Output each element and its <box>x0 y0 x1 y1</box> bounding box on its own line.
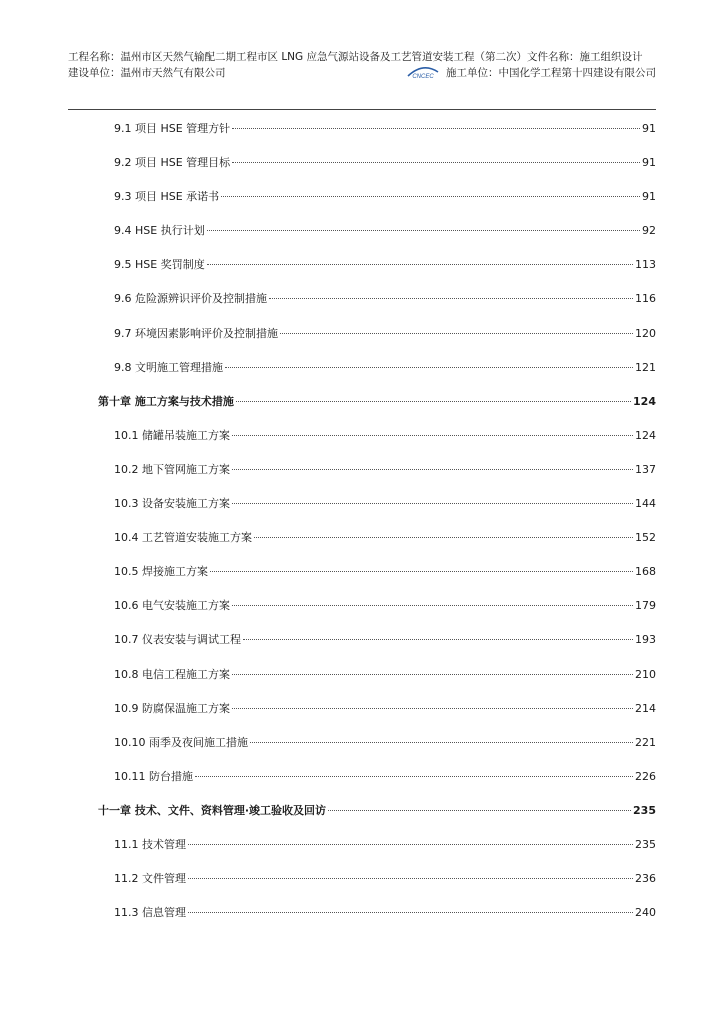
toc-dot-leader <box>232 469 633 470</box>
toc-page-number: 235 <box>635 837 656 851</box>
toc-entry-label: 10.2 地下管网施工方案 <box>114 462 230 476</box>
toc-page-number: 120 <box>635 326 656 340</box>
header-units-row <box>68 66 656 94</box>
toc-entry[interactable] <box>98 767 656 801</box>
toc-page-number: 92 <box>642 224 656 238</box>
toc-dot-leader <box>232 503 633 504</box>
toc-dot-leader <box>210 571 633 572</box>
toc-dot-leader <box>269 298 633 299</box>
toc-page-number: 124 <box>635 428 656 442</box>
toc-entry[interactable] <box>98 460 656 494</box>
toc-dot-leader <box>207 230 640 231</box>
toc-entry-label: 11.1 技术管理 <box>114 837 186 851</box>
toc-page-number: 116 <box>635 292 656 306</box>
page-header <box>68 50 656 94</box>
toc-dot-leader <box>225 367 633 368</box>
toc-entry-label: 第十章 施工方案与技术措施 <box>98 394 234 408</box>
toc-entry-label: 10.3 设备安装施工方案 <box>114 497 230 511</box>
toc-entry-label: 9.3 项目 HSE 承诺书 <box>114 190 220 204</box>
toc-dot-leader <box>188 878 633 879</box>
contractor-unit: 施工单位：中国化学工程第十四建设有限公司 <box>446 67 656 79</box>
toc-entry[interactable] <box>98 255 656 289</box>
builder-unit: 建设单位：温州市天然气有限公司 <box>68 67 226 79</box>
toc-dot-leader <box>250 742 633 743</box>
toc-page-number: 144 <box>635 497 656 511</box>
toc-entry-label: 10.6 电气安装施工方案 <box>114 599 230 613</box>
toc-page-number: 137 <box>635 462 656 476</box>
toc-dot-leader <box>232 128 640 129</box>
toc-entry-label: 10.7 仪表安装与调试工程 <box>114 633 241 647</box>
toc-dot-leader <box>195 776 633 777</box>
toc-entry[interactable] <box>98 665 656 699</box>
toc-entry[interactable] <box>98 835 656 869</box>
toc-dot-leader <box>232 708 633 709</box>
toc-page-number: 235 <box>633 803 656 817</box>
toc-entry-label: 11.2 文件管理 <box>114 872 186 886</box>
toc-dot-leader <box>243 639 633 640</box>
toc-entry-label: 十一章 技术、文件、资料管理·竣工验收及回访 <box>98 803 327 817</box>
toc-dot-leader <box>254 537 633 538</box>
toc-entry[interactable] <box>98 358 656 392</box>
toc-entry[interactable] <box>98 187 656 221</box>
toc-entry[interactable] <box>98 119 656 153</box>
logo-text: CNCEC <box>412 74 434 80</box>
toc-page-number: 91 <box>642 156 656 170</box>
toc-entry-label: 11.3 信息管理 <box>114 906 186 920</box>
toc-entry[interactable] <box>98 153 656 187</box>
toc-entry-label: 10.9 防腐保温施工方案 <box>114 701 230 715</box>
toc-entry-label: 10.4 工艺管道安装施工方案 <box>114 531 252 545</box>
toc-entry-label: 9.8 文明施工管理措施 <box>114 360 223 374</box>
toc-chapter-entry[interactable] <box>98 801 656 835</box>
toc-dot-leader <box>207 264 633 265</box>
toc-page-number: 91 <box>642 122 656 135</box>
toc-page-number: 121 <box>635 360 656 374</box>
toc-entry[interactable] <box>98 869 656 903</box>
toc-entry-label: 10.11 防台措施 <box>114 769 193 783</box>
toc-page-number: 226 <box>635 769 656 783</box>
toc-entry-label: 10.10 雨季及夜间施工措施 <box>114 735 248 749</box>
toc-dot-leader <box>188 912 633 913</box>
toc-entry[interactable] <box>98 630 656 664</box>
toc-dot-leader <box>188 844 633 845</box>
company-logo-icon <box>406 64 440 80</box>
toc-dot-leader <box>280 333 633 334</box>
toc-entry-label: 9.7 环境因素影响评价及控制措施 <box>114 326 278 340</box>
header-divider <box>68 109 656 110</box>
toc-entry[interactable] <box>98 699 656 733</box>
toc-entry[interactable] <box>98 221 656 255</box>
toc-dot-leader <box>232 435 633 436</box>
toc-page-number: 168 <box>635 565 656 579</box>
toc-entry[interactable] <box>98 494 656 528</box>
toc-dot-leader <box>328 810 631 811</box>
toc-page-number: 113 <box>635 258 656 272</box>
toc-entry-label: 9.1 项目 HSE 管理方针 <box>114 122 231 135</box>
toc-page-number: 221 <box>635 735 656 749</box>
toc-entry[interactable] <box>98 596 656 630</box>
toc-chapter-entry[interactable] <box>98 392 656 426</box>
toc-entry-label: 10.1 储罐吊装施工方案 <box>114 428 230 442</box>
toc-entry[interactable] <box>98 733 656 767</box>
toc-entry[interactable] <box>98 562 656 596</box>
toc-page-number: 193 <box>635 633 656 647</box>
toc-page-number: 240 <box>635 906 656 920</box>
table-of-contents <box>98 119 656 937</box>
toc-entry[interactable] <box>98 528 656 562</box>
toc-entry-label: 10.5 焊接施工方案 <box>114 565 208 579</box>
toc-page-number: 152 <box>635 531 656 545</box>
toc-entry[interactable] <box>98 903 656 937</box>
toc-dot-leader <box>232 605 633 606</box>
toc-entry[interactable] <box>98 324 656 358</box>
toc-dot-leader <box>236 401 631 402</box>
toc-entry-label: 9.2 项目 HSE 管理目标 <box>114 156 231 170</box>
toc-dot-leader <box>232 674 633 675</box>
toc-entry[interactable] <box>98 289 656 323</box>
toc-page-number: 210 <box>635 667 656 681</box>
toc-dot-leader <box>232 162 640 163</box>
toc-page-number: 236 <box>635 872 656 886</box>
toc-entry-label: 9.5 HSE 奖罚制度 <box>114 258 205 272</box>
toc-dot-leader <box>221 196 640 197</box>
toc-page-number: 124 <box>633 394 656 408</box>
toc-page-number: 214 <box>635 701 656 715</box>
project-title: 工程名称：温州市区天然气输配二期工程市区 LNG 应急气源站设备及工艺管道安装工程（第二次）文件名称：施工组织设计 <box>68 51 643 63</box>
toc-entry[interactable] <box>98 426 656 460</box>
toc-entry-label: 9.4 HSE 执行计划 <box>114 224 205 238</box>
toc-page-number: 91 <box>642 190 656 204</box>
toc-page-number: 179 <box>635 599 656 613</box>
toc-entry-label: 9.6 危险源辨识评价及控制措施 <box>114 292 267 306</box>
toc-entry-label: 10.8 电信工程施工方案 <box>114 667 230 681</box>
